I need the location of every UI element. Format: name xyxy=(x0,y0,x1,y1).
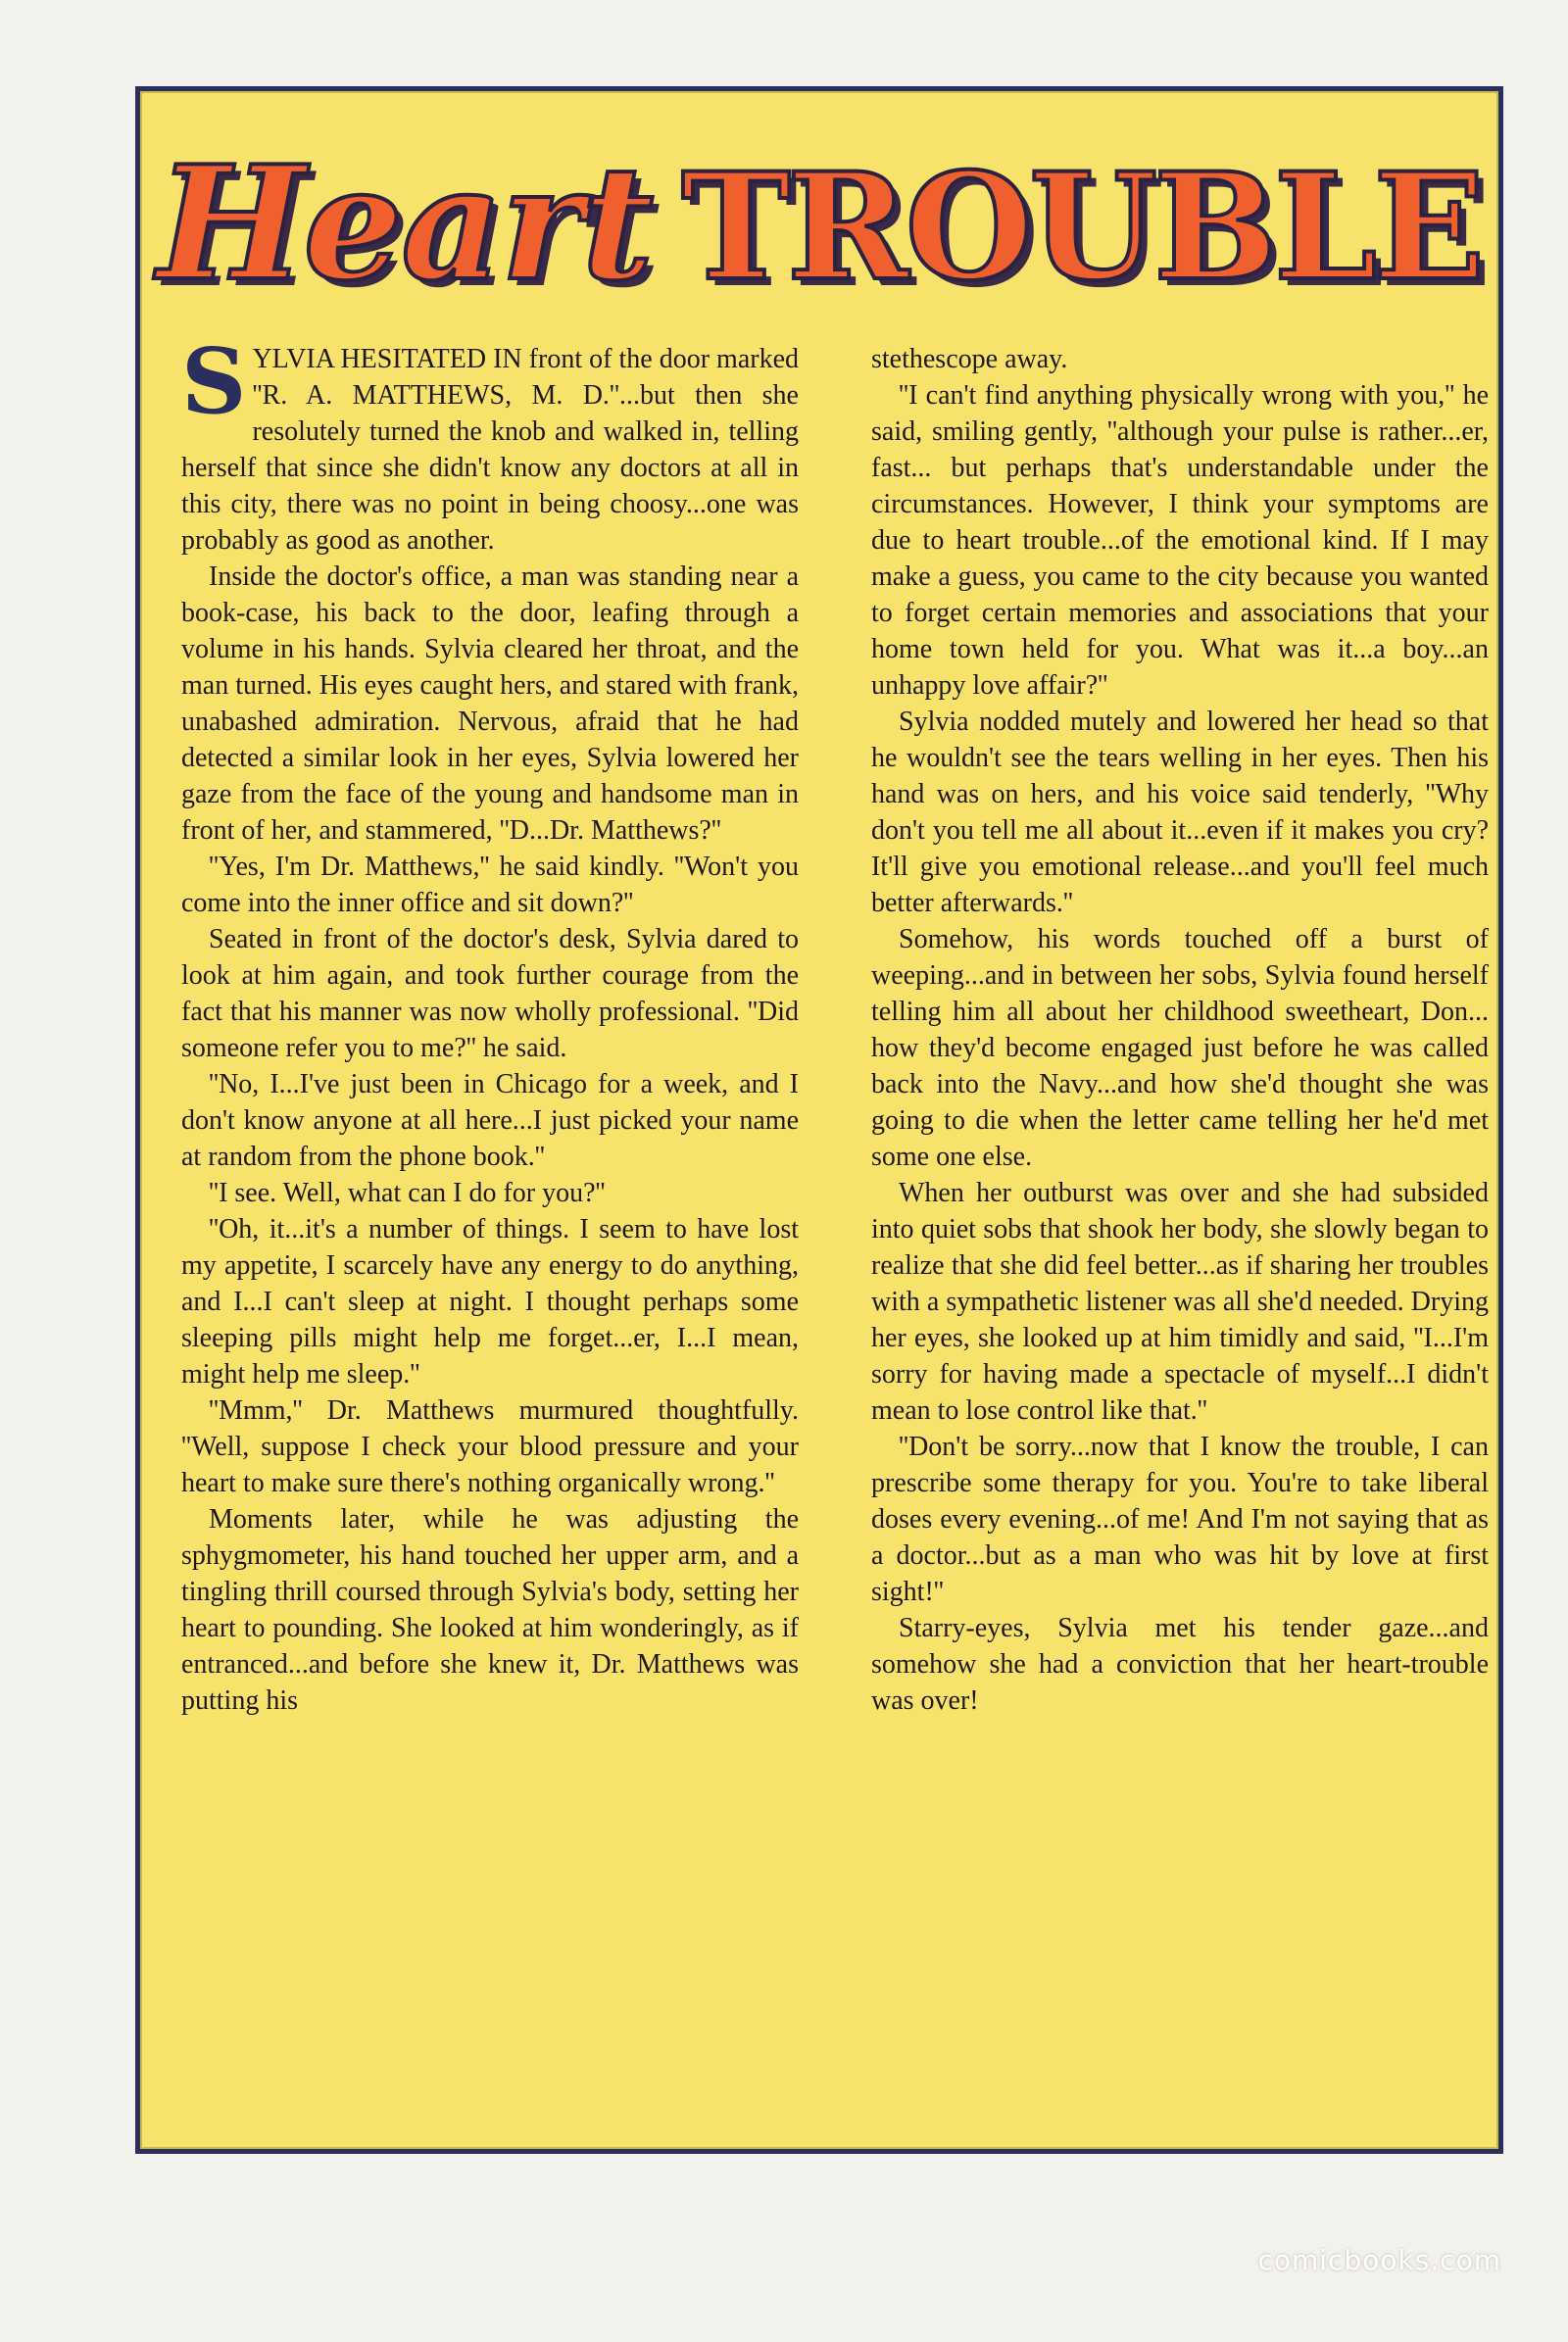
site-watermark: comicbooks.com xyxy=(1257,2244,1501,2276)
paragraph: Starry-eyes, Sylvia met his tender gaze...and somehow she had a conviction that her heart-trouble was over! xyxy=(871,1613,1489,1716)
paragraph: Sylvia nodded mutely and lowered her head so that he wouldn't see the tears welling in her eyes. Then his hand was on hers, and his voice said tenderly, ''Why don't you tell me all about it...even if it makes you cry? It'll give you emotional release...and you'll feel much better afterwards.'' xyxy=(871,707,1489,918)
paragraph: ''Yes, I'm Dr. Matthews,'' he said kindly. ''Won't you come into the inner office and sit down?'' xyxy=(181,852,799,918)
paragraph: ''Oh, it...it's a number of things. I seem to have lost my appetite, I scarcely have any energy to do anything, and I...I can't sleep at night. I thought perhaps some sleeping pills might help me forget...er, I...I mean, might help me sleep.'' xyxy=(181,1214,799,1390)
story-title xyxy=(140,111,1498,336)
paragraph: Moments later, while he was adjusting the sphygmometer, his hand touched her upper arm, and a tingling thrill coursed through Sylvia's body, setting her heart to pounding. She looked at him wonderingly, as if entranced...and before she knew it, Dr. Matthews was putting his xyxy=(181,1504,799,1716)
paragraph: When her outburst was over and she had subsided into quiet sobs that shook her body, she slowly began to realize that she did feel better...as if sharing her troubles with a sympathetic listener was all she'd needed. Drying her eyes, she looked up at him timidly and said, ''I...I'm sorry for having made a spectacle of myself...I didn't mean to lose control like that.'' xyxy=(871,1178,1489,1426)
paragraph: ''I can't find anything physically wrong with you,'' he said, smiling gently, ''although your pulse is rather...er, fast... but perhaps that's understandable under the circumstances. However, I think your symptoms are due to heart trouble...of the emotional kind. If I may make a guess, you came to the city because you wanted to forget certain memories and associations that your home town held for you. What was it...a boy...an unhappy love affair?'' xyxy=(871,380,1489,701)
left-column xyxy=(181,328,799,1719)
title-word-trouble: TROUBLE xyxy=(681,141,1482,314)
title-word-heart: Heart xyxy=(157,131,653,316)
paragraph: ''I see. Well, what can I do for you?'' xyxy=(209,1178,606,1208)
paragraph: ''Don't be sorry...now that I know the trouble, I can prescribe some therapy for you. You're to take liberal doses every evening...of me! And I'm not saying that as a doctor...but as a man who was hit by love at first sight!'' xyxy=(871,1432,1489,1607)
paragraph: ''No, I...I've just been in Chicago for a week, and I don't know anyone at all here...I just picked your name at random from the phone book.'' xyxy=(181,1069,799,1172)
paragraph: Somehow, his words touched off a burst of weeping...and in between her sobs, Sylvia found herself telling him all about her childhood sweetheart, Don... how they'd become engaged just before he was called back into the Navy...and how she'd thought she was going to die when the letter came telling her he'd met some one else. xyxy=(871,924,1489,1172)
drop-cap: S xyxy=(181,328,247,434)
paragraph: ''Mmm,'' Dr. Matthews murmured thoughtfully. ''Well, suppose I check your blood pressure and your heart to make sure there's nothing organically wrong.'' xyxy=(181,1395,799,1498)
paragraph: stethescope away. xyxy=(871,344,1068,374)
paragraph: Seated in front of the doctor's desk, Sylvia dared to look at him again, and took further courage from the fact that his manner was now wholly professional. ''Did someone refer you to me?'' he said. xyxy=(181,924,799,1063)
paragraph: Inside the doctor's office, a man was standing near a book-case, his back to the door, leafing through a volume in his hands. Sylvia cleared her throat, and the man turned. His eyes caught hers, and stared with frank, unabashed admiration. Nervous, afraid that he had detected a similar look in her eyes, Sylvia lowered her gaze from the face of the young and handsome man in front of her, and stammered, ''D...Dr. Matthews?'' xyxy=(181,561,799,846)
paragraph: SYLVIA HESITATED IN front of the door marked ''R. A. MATTHEWS, M. D.''...but then she resolutely turned the knob and walked in, telling herself that since she didn't know any doctors at all in this city, there was no point in being choosy...one was probably as good as another. xyxy=(181,328,799,556)
story-panel xyxy=(135,86,1503,2154)
right-column xyxy=(871,341,1489,1719)
